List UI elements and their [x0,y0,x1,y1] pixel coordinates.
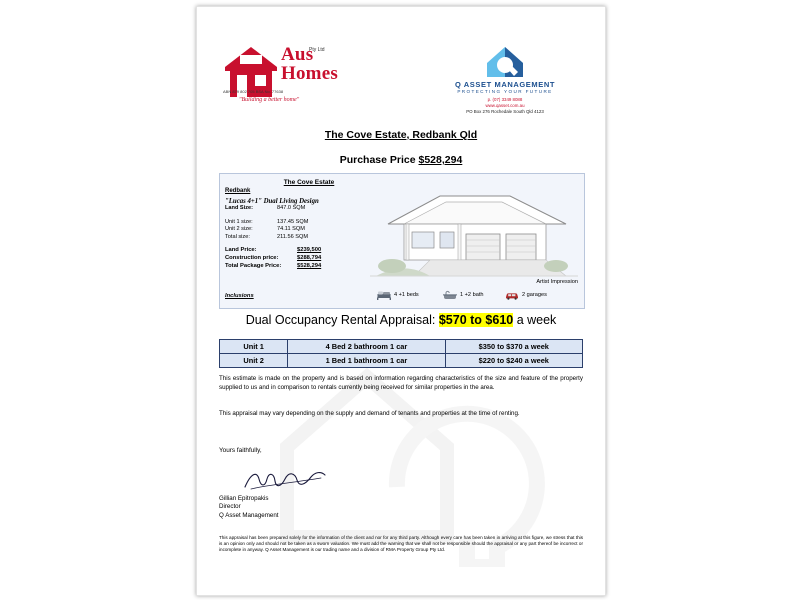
logo-abn: ABN 879 802 705 BSA No. 77638 [223,89,284,94]
rental-appraisal-table [219,339,583,368]
unit1-size-row [225,219,365,227]
row-rent-range: $220 to $240 a week [445,354,582,368]
total-package-price-label: Total Package Price: [225,262,282,269]
appraisal-range-highlight: $570 to $610 [438,313,514,327]
land-size-value: 847.0 SQM [277,205,306,211]
unit1-size-value: 137.45 SQM [277,218,309,225]
unit2-size-label: Unit 2 size: [225,226,253,233]
land-size-row [225,205,365,213]
inclusion-garage-text: 2 garages [522,292,547,298]
q-asset-website[interactable]: www.qasset.com.au [485,103,525,108]
inclusions-row [225,290,579,306]
inclusion-beds-text: 4 +1 beds [394,292,419,298]
row-configuration: 4 Bed 2 bathroom 1 car [288,340,445,354]
estate-title: The Cove Estate [283,179,335,186]
inclusions-label: Inclusions [225,293,254,299]
artist-impression-caption: Artist Impression [536,279,578,285]
signatory-company: Q Asset Management [219,511,279,519]
land-price-row [225,247,365,255]
q-asset-management-logo [425,43,585,114]
construction-price-row [225,255,365,263]
unit1-size-label: Unit 1 size: [225,218,253,225]
construction-price-label: Construction price: [225,255,279,262]
signature-image [241,467,327,493]
car-icon [505,290,519,300]
unit2-size-value: 74.11 SQM [277,226,305,233]
aus-homes-logo [223,43,403,111]
table-row [220,354,583,368]
purchase-price-label: Purchase Price [339,154,419,166]
total-size-row [225,234,365,242]
inclusion-garage [505,290,547,300]
purchase-price-value: $528,294 [418,154,463,166]
total-package-price-value: $528,294 [297,262,322,269]
q-asset-phone: p. (07) 3349 8088 [487,97,523,102]
land-size-label: Land Size: [225,205,253,211]
logo-pty-ltd: Pty Ltd [309,47,325,53]
logo-line-aus: Aus [281,44,314,65]
bath-icon [443,290,457,300]
q-house-icon [483,43,527,79]
inclusion-beds [377,290,419,300]
house-render-image [370,180,578,282]
row-rent-range: $350 to $370 a week [445,340,582,354]
signatory-role: Director [219,503,241,511]
property-spec-panel [219,173,585,309]
total-size-value: 211.56 SQM [277,233,308,240]
total-package-price-row [225,263,365,271]
construction-price-value: $288,794 [297,255,322,262]
row-configuration: 1 Bed 1 bathroom 1 car [288,354,445,368]
disclaimer-text: This appraisal has been prepared solely for the information of the client and nor for any third party. Although every care has been taken in arriving at this figure, we stress that this is an opinion only and should not be taken as a sworn valuation. We must add the warning that we shall not be responsible should the appraisal or any part thereof be incorrect or incomplete in anyway. Q Asset Management is our trading name and a division of RMA Property Group Pty Ltd. [219,535,583,553]
logo-line-homes: Homes [281,63,338,84]
appraisal-suffix: a week [513,313,557,327]
inclusion-bath [443,290,483,300]
inclusion-bath-text: 1 +2 bath [460,292,484,298]
scanned-document-sheet [196,6,606,596]
suburb-label: Redbank [225,188,251,194]
variation-paragraph: This appraisal may vary depending on the supply and demand of tenants and properties at the time of renting. [219,410,520,417]
total-size-label: Total size: [225,233,250,240]
q-asset-address: PO Box 276 Rochedale South Qld 4123 [466,109,544,114]
purchase-price-line [197,154,605,166]
letterhead [215,43,591,114]
row-unit-name: Unit 2 [220,354,288,368]
table-row [220,340,583,354]
q-asset-company-name: Q ASSET MANAGEMENT [454,80,556,89]
closing-line: Yours faithfully, [219,447,262,454]
house-illustration [370,180,578,284]
unit2-size-row [225,226,365,234]
land-price-value: $239,500 [297,247,322,254]
land-price-label: Land Price: [225,247,257,254]
spec-details [225,179,365,271]
design-name: "Lucas 4+1" Dual Living Design [225,198,319,205]
appraisal-headline [197,313,605,327]
row-unit-name: Unit 1 [220,340,288,354]
page-title: The Cove Estate, Redbank Qld [324,129,478,141]
signatory-name: Gillian Epitropakis [219,495,269,502]
signatory-block [219,495,279,520]
q-asset-tagline: PROTECTING YOUR FUTURE [457,89,553,94]
bed-icon [377,290,391,300]
logo-slogan: "Building a better home" [239,97,300,103]
appraisal-prefix: Dual Occupancy Rental Appraisal: [245,313,439,327]
estimate-paragraph: This estimate is made on the property and is based on information regarding characteristics of the size and feature of the property supplied to us and in comparison to rentals currently being received for similar properties in the area. [219,375,583,391]
